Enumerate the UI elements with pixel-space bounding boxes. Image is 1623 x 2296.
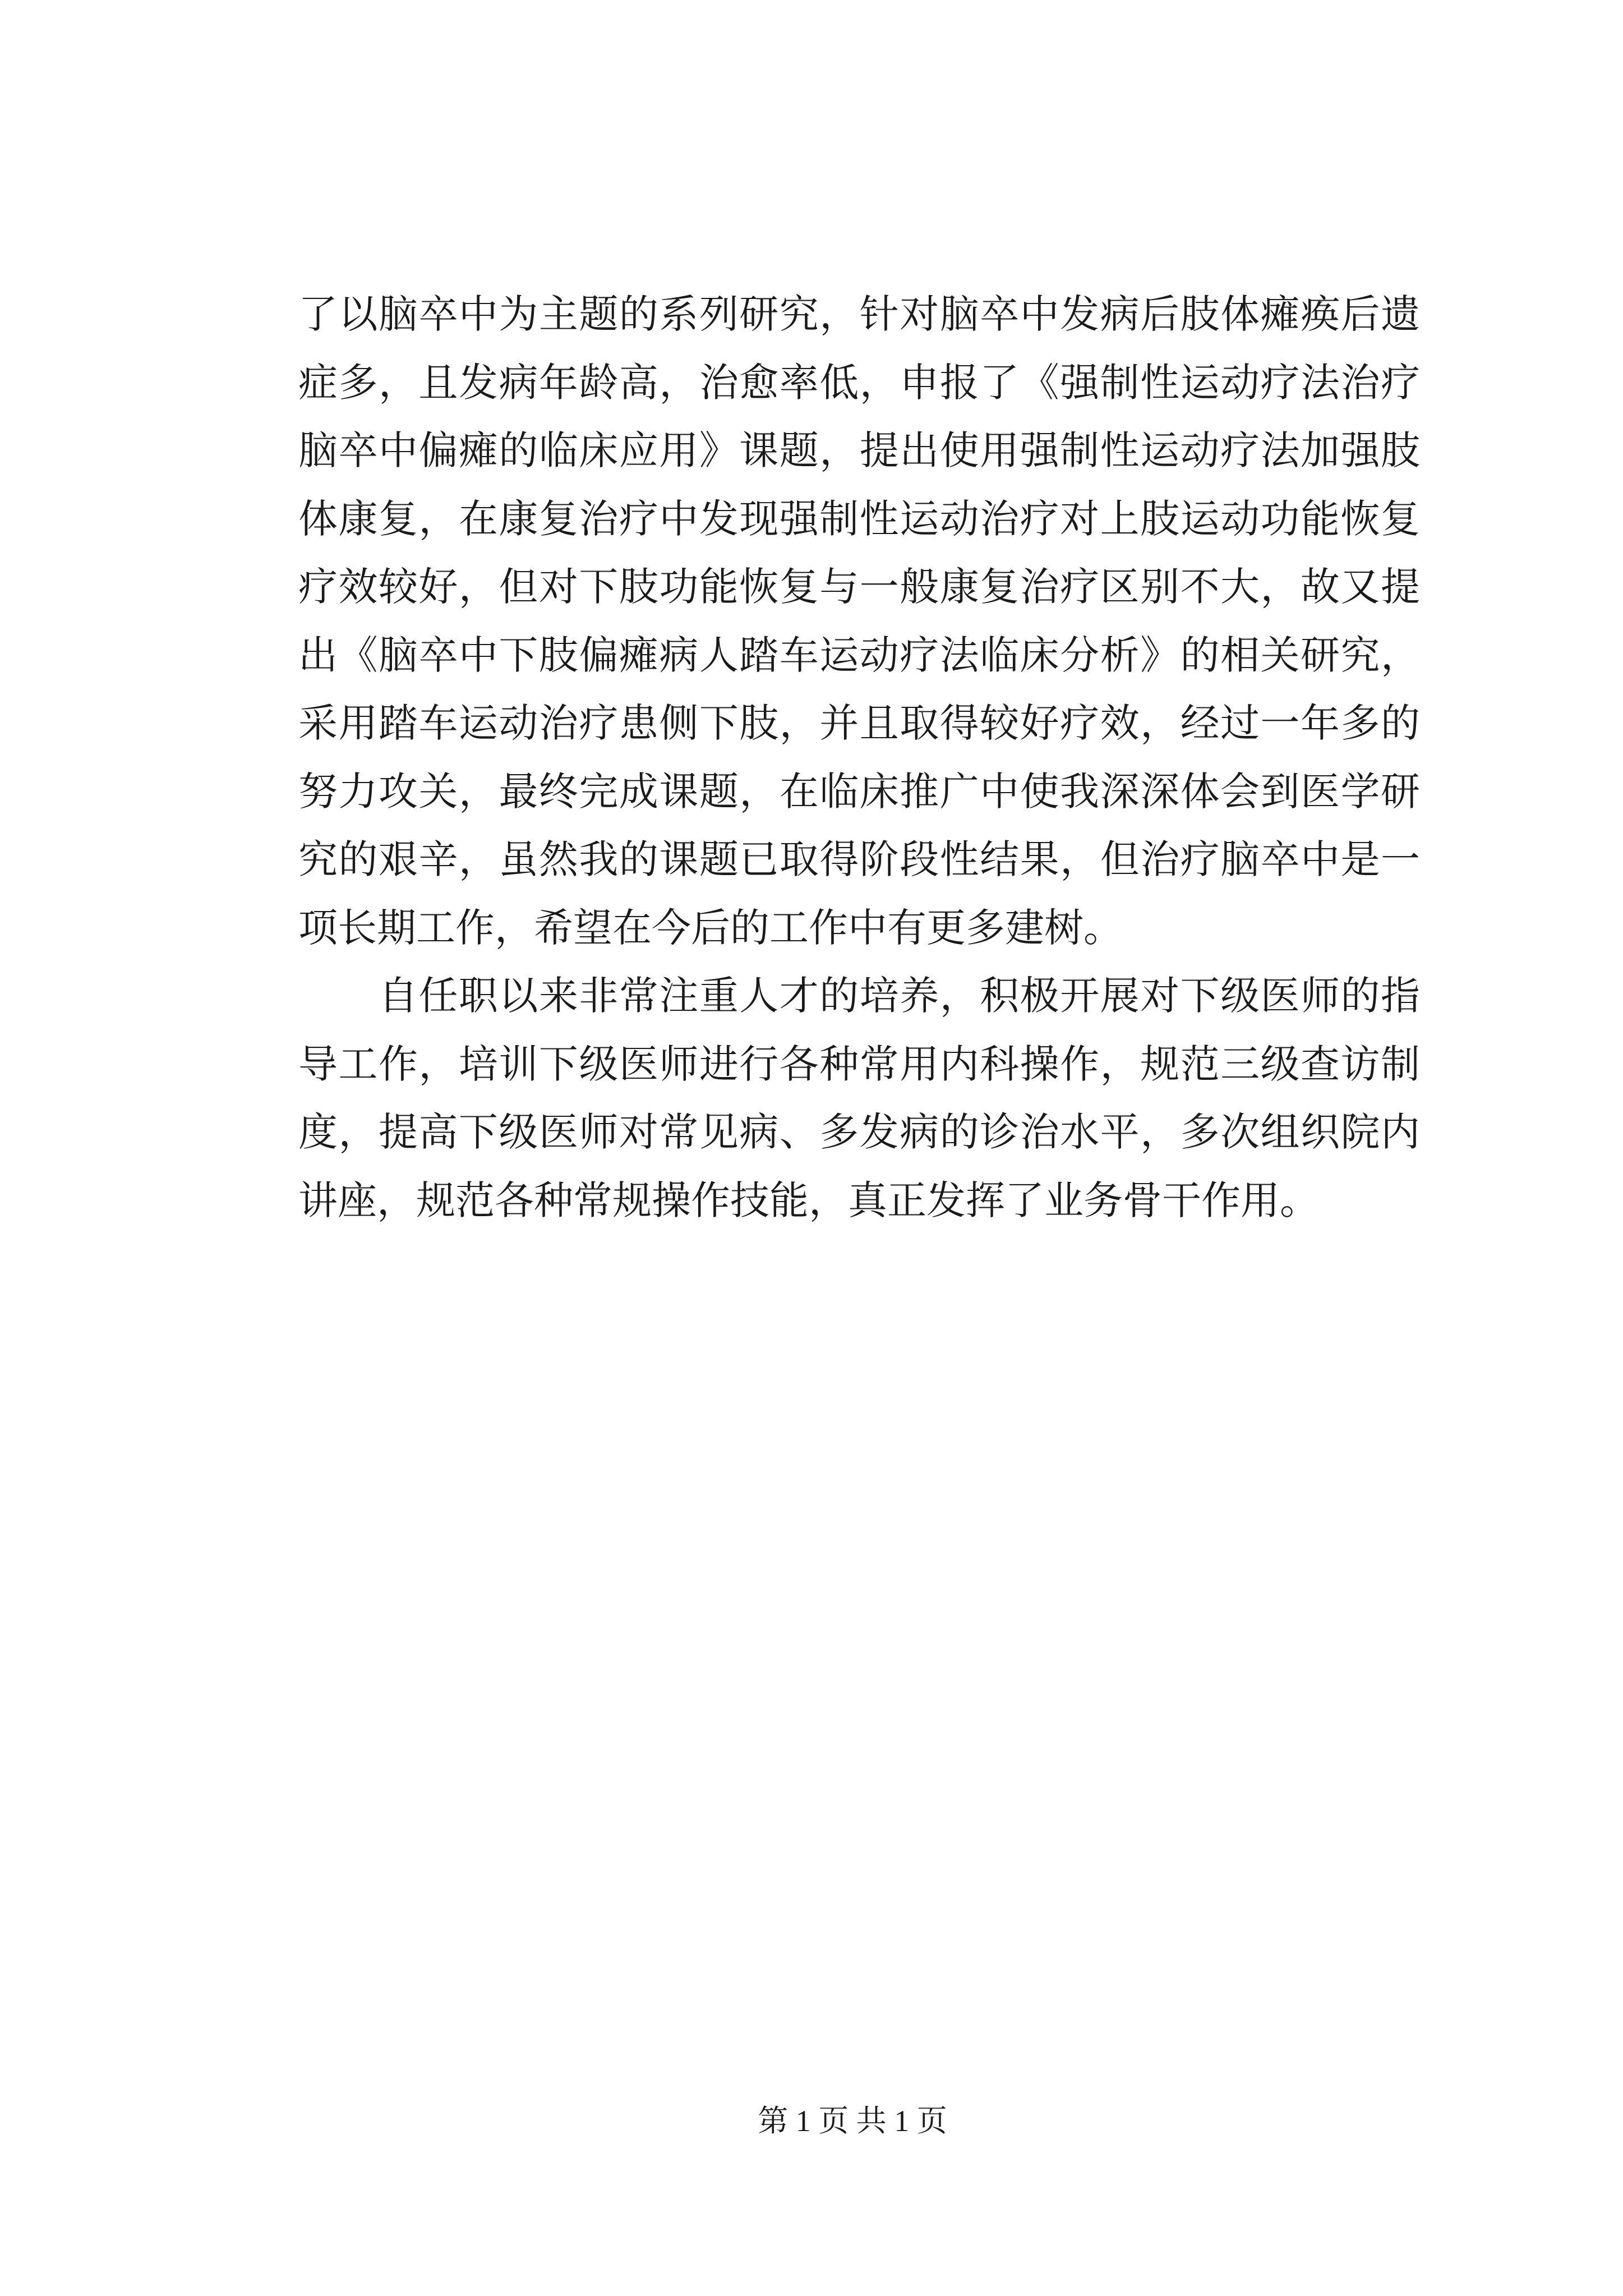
text-line: 度，提高下级医师对常见病、多发病的诊治水平，多次组织院内 (298, 1109, 1420, 1155)
page-number-label: 第 1 页 共 1 页 (758, 2104, 947, 2138)
text-line: 究的艰辛，虽然我的课题已取得阶段性结果，但治疗脑卒中是一 (298, 836, 1420, 882)
document-body (298, 280, 1420, 1235)
paragraph-2 (298, 962, 1420, 1235)
text-line: 项长期工作，希望在今后的工作中有更多建树。 (298, 904, 1123, 951)
text-line: 脑卒中偏瘫的临床应用》课题，提出使用强制性运动疗法加强肢 (298, 427, 1420, 473)
text-line: 自任职以来非常注重人才的培养，积极开展对下级医师的指 (298, 973, 1420, 1019)
text-line: 讲座，规范各种常规操作技能，真正发挥了业务骨干作用。 (298, 1177, 1319, 1223)
text-line: 出《脑卒中下肢偏瘫病人踏车运动疗法临床分析》的相关研究， (298, 632, 1420, 678)
text-line: 了以脑卒中为主题的系列研究，针对脑卒中发病后肢体瘫痪后遗 (298, 291, 1420, 337)
text-line: 采用踏车运动治疗患侧下肢，并且取得较好疗效，经过一年多的 (298, 700, 1420, 746)
text-line: 症多，且发病年龄高，治愈率低，申报了《强制性运动疗法治疗 (298, 359, 1420, 406)
text-line: 导工作，培训下级医师进行各种常用内科操作，规范三级查访制 (298, 1041, 1420, 1087)
paragraph-1 (298, 280, 1420, 962)
page-footer (0, 2097, 1623, 2140)
text-line: 疗效较好，但对下肢功能恢复与一般康复治疗区别不大，故又提 (298, 564, 1420, 610)
text-line: 体康复，在康复治疗中发现强制性运动治疗对上肢运动功能恢复 (298, 495, 1420, 542)
text-line: 努力攻关，最终完成课题，在临床推广中使我深深体会到医学研 (298, 768, 1420, 815)
